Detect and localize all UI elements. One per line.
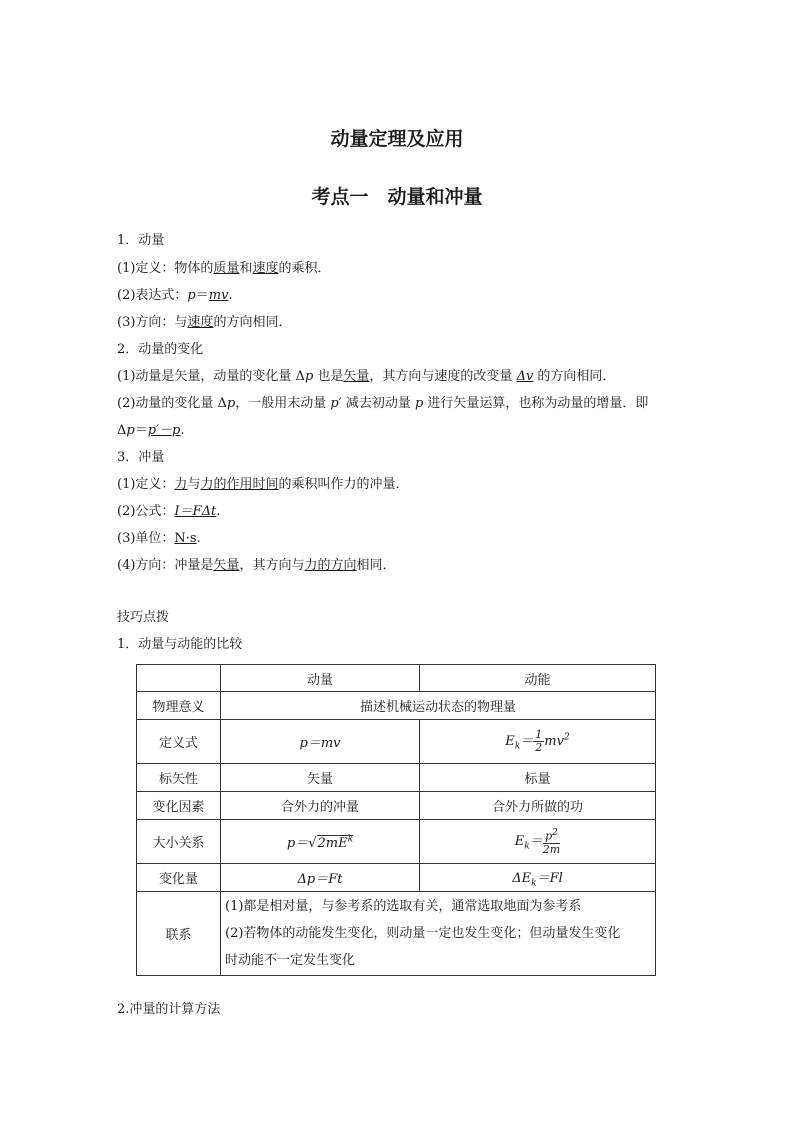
tips-comparison-heading: 1．动量与动能的比较 [117,637,243,652]
table-cell [137,665,221,692]
table-cell: $\Delta E_k=Fl$ [420,864,656,892]
fraction: $\frac{p^2}{2m}$ [542,828,561,856]
table-cell: Δp＝Ft [221,864,420,892]
row-label: 变化量 [137,864,221,892]
table-cell: p＝mv [221,720,420,764]
momentum-direction: (3)方向：与速度的方向相同． [117,315,292,330]
tips-impulse-heading: 2.冲量的计算方法 [117,1002,221,1017]
row-label: 联系 [137,892,221,976]
impulse-definition: (1)定义：力与力的作用时间的乘积叫作力的冲量． [117,477,409,492]
momentum-change-line1: (1)动量是矢量，动量的变化量 Δp 也是矢量，其方向与速度的改变量 Δv 的方向相同． [117,369,616,384]
momentum-change-line2: (2)动量的变化量 Δp，一般用末动量 p′ 减去初动量 p 进行矢量运算，也称为动量的增量．即 [117,396,649,411]
table-cell: $E_k=$ $\frac{p^2}{2m}$ [420,820,656,864]
table-row [137,892,656,976]
table-row [137,720,656,764]
table-row [137,792,656,820]
row-label: 定义式 [137,720,221,764]
momentum-change-line3: Δp＝p′－p. [117,423,185,438]
tips-heading: 技巧点拨 [117,610,170,625]
table-header-momentum: 动量 [221,665,420,692]
table-row [137,864,656,892]
table-cell: 合外力的冲量 [221,792,420,820]
heading-momentum: 1．动量 [117,233,165,248]
table-header-kinetic-energy: 动能 [420,665,656,692]
section-title: 考点一 动量和冲量 [311,186,483,208]
table-row [137,692,656,720]
table-cell: $p=√2mE^k$ [221,820,420,864]
table-row [137,820,656,864]
table-row [137,665,656,692]
impulse-direction: (4)方向：冲量是矢量，其方向与力的方向相同． [117,558,396,573]
impulse-formula: (2)公式：I＝FΔt. [117,504,221,519]
row-label: 大小关系 [137,820,221,864]
heading-momentum-change: 2．动量的变化 [117,342,204,357]
heading-impulse: 3．冲量 [117,450,165,465]
comparison-table [136,664,656,976]
table-cell: (1)都是相对量，与参考系的选取有关，通常选取地面为参考系 (2)若物体的动能发生变化，则动量一定也发生变化；但动量发生变化 时动能不一定发生变化 [221,892,656,976]
table-cell: 合外力所做的功 [420,792,656,820]
momentum-expression: (2)表达式：p＝mv. [117,288,233,303]
impulse-unit: (3)单位：N·s. [117,531,201,546]
row-label: 变化因素 [137,792,221,820]
table-cell: $E_k=$ $\frac{1}{2}$ $mv^2$ [420,720,656,764]
table-cell: 矢量 [221,764,420,792]
page-title: 动量定理及应用 [330,128,464,150]
fraction: $\frac{1}{2}$ [535,728,543,754]
row-label: 物理意义 [137,692,221,720]
table-cell: 描述机械运动状态的物理量 [221,692,656,720]
table-cell: 标量 [420,764,656,792]
momentum-definition: (1)定义：物体的质量和速度的乘积． [117,261,331,276]
table-row [137,764,656,792]
row-label: 标矢性 [137,764,221,792]
